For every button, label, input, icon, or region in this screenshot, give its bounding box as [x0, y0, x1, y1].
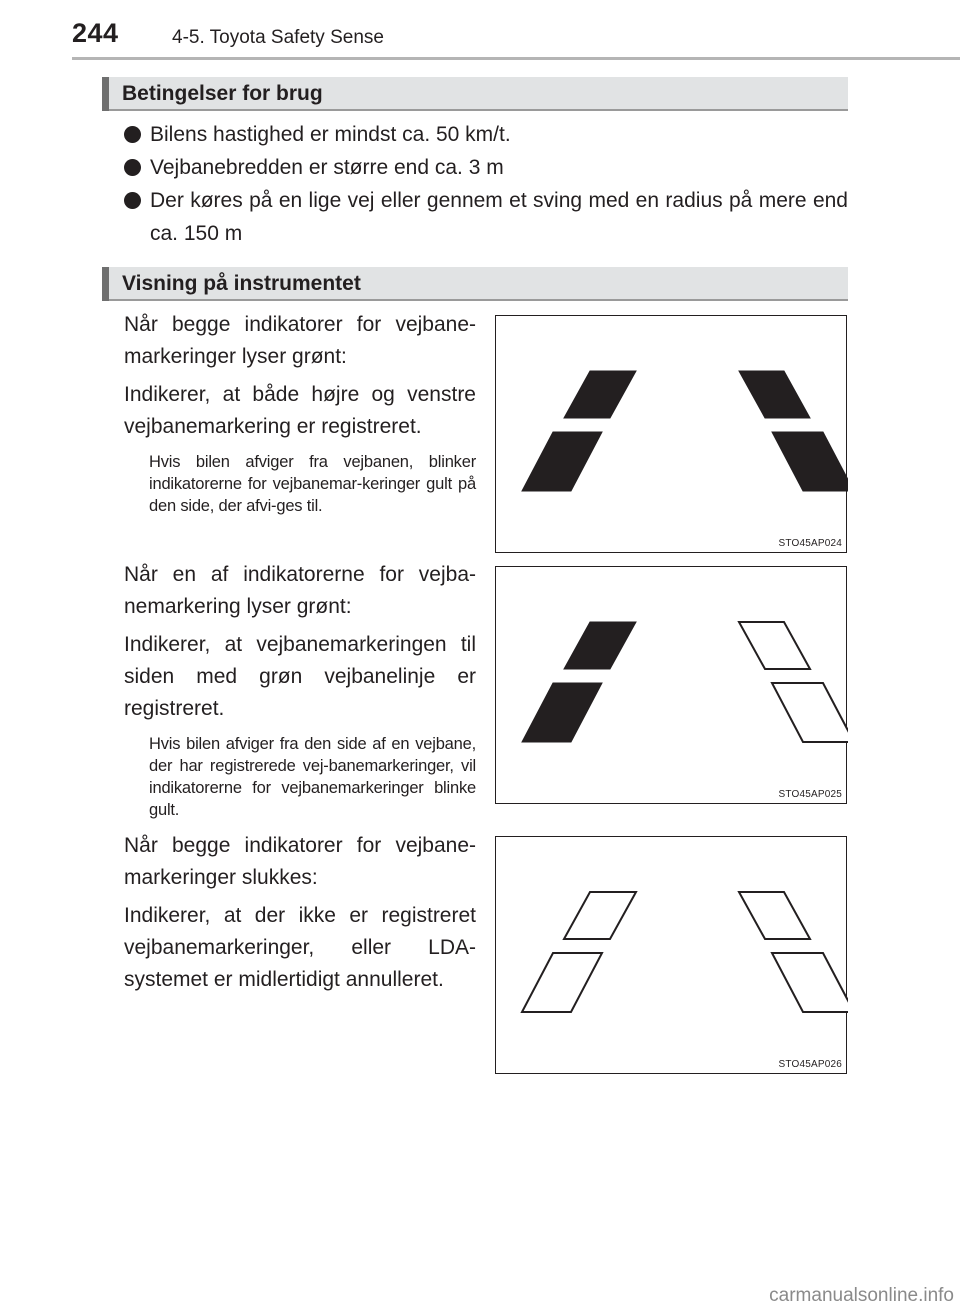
header-rule — [72, 57, 960, 60]
lane-indicator-graphic — [496, 567, 848, 805]
left-lane-marker — [564, 371, 636, 418]
condition-item: Bilens hastighed er mindst ca. 50 km/t. — [124, 118, 848, 151]
display-block-1 — [124, 309, 476, 517]
meaning-text: Indikerer, at vejbanemarkeringen til siden med grøn vejbanelinje er registreret. — [124, 633, 476, 720]
left-lane-marker — [522, 953, 602, 1012]
right-lane-marker — [772, 953, 848, 1012]
heading-display — [102, 267, 848, 301]
right-lane-marker — [739, 622, 810, 669]
note-text: Hvis bilen afviger fra den side af en vejbane, der har registrerede vej-banemarkeringer, vil indikatorerne for vejbanemarkeringer blinke gult. — [149, 735, 476, 819]
left-lane-marker — [522, 683, 602, 742]
meaning-text: Indikerer, at der ikke er registreret vejbanemarkeringer, eller LDA-systemet er midlertidigt annulleret. — [124, 904, 476, 991]
left-lane-marker — [564, 622, 636, 669]
left-lane-marker — [564, 892, 636, 939]
lane-indicator-figure-1 — [495, 315, 847, 553]
heading-conditions — [102, 77, 848, 111]
condition-text: Når begge indikatorer for vejbane-markeringer lyser grønt: — [124, 313, 476, 368]
right-lane-marker — [739, 371, 810, 418]
page-number: 244 — [72, 18, 119, 48]
lane-indicator-figure-3 — [495, 836, 847, 1074]
right-lane-marker — [739, 892, 810, 939]
figure-code: STO45AP024 — [778, 538, 842, 549]
lane-indicator-graphic — [496, 316, 848, 554]
figure-code: STO45AP026 — [778, 1059, 842, 1070]
condition-text: Når en af indikatorerne for vejba-nemarkering lyser grønt: — [124, 563, 476, 618]
lane-indicator-figure-2 — [495, 566, 847, 804]
left-lane-marker — [522, 432, 602, 491]
section-title: 4-5. Toyota Safety Sense — [172, 27, 384, 48]
note-text: Hvis bilen afviger fra vejbanen, blinker indikatorerne for vejbanemar-keringer gult på den side, der afvi-ges til. — [149, 453, 476, 515]
condition-item: Vejbanebredden er større end ca. 3 m — [124, 151, 848, 184]
lane-indicator-graphic — [496, 837, 848, 1075]
meaning-text: Indikerer, at både højre og venstre vejbanemarkering er registreret. — [124, 383, 476, 438]
condition-text: Når begge indikatorer for vejbane-markeringer slukkes: — [124, 834, 476, 889]
figure-code: STO45AP025 — [778, 789, 842, 800]
heading-display-text: Visning på instrumentet — [122, 272, 361, 295]
conditions-list — [124, 118, 848, 250]
display-block-3 — [124, 830, 476, 1002]
right-lane-marker — [772, 683, 848, 742]
heading-conditions-text: Betingelser for brug — [122, 82, 323, 105]
display-block-2 — [124, 559, 476, 821]
right-lane-marker — [772, 432, 848, 491]
watermark: carmanualsonline.info — [769, 1285, 954, 1306]
condition-item: Der køres på en lige vej eller gennem et sving med en radius på mere end ca. 150 m — [124, 184, 848, 250]
